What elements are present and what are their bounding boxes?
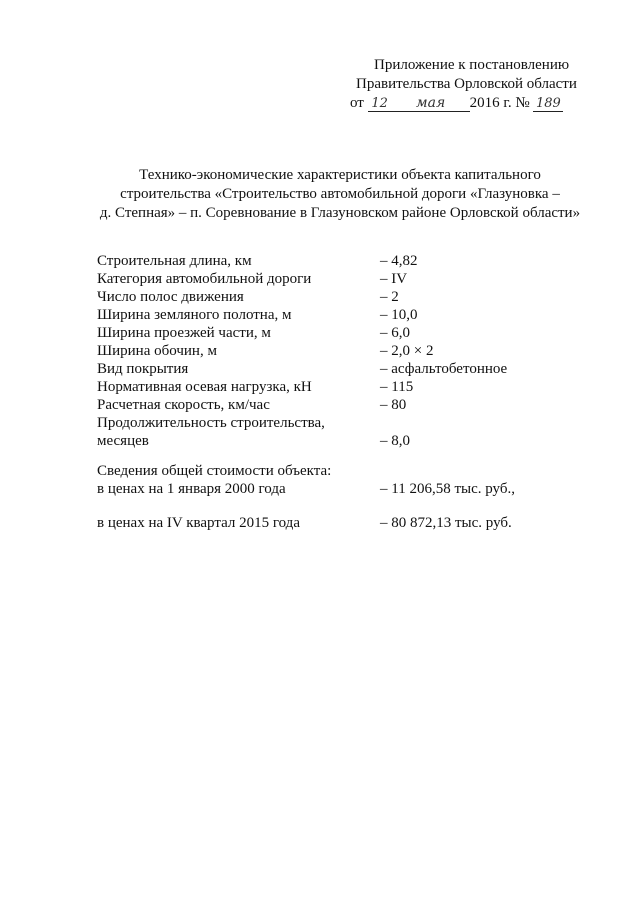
spec-label: Строительная длина, км xyxy=(97,253,252,269)
spec-row xyxy=(97,306,577,324)
spec-label: Ширина обочин, м xyxy=(97,343,217,359)
spec-value: – асфальтобетонное xyxy=(380,361,508,377)
date-year: 2016 г. № xyxy=(469,95,530,111)
spec-value: – 2 xyxy=(380,289,399,305)
specifications-list xyxy=(97,252,577,450)
cost-row xyxy=(97,480,577,498)
spec-value: – IV xyxy=(380,271,408,287)
cost-heading: Сведения общей стоимости объекта: xyxy=(97,463,332,479)
spec-row xyxy=(97,396,577,414)
handwritten-day: 12 xyxy=(368,96,392,112)
handwritten-month: мая xyxy=(392,96,470,112)
cost-label: в ценах на IV квартал 2015 года xyxy=(97,515,300,531)
duration-label-line2: месяцев xyxy=(97,433,149,449)
cost-value: – 11 206,58 тыс. руб., xyxy=(380,481,515,497)
document-title xyxy=(80,166,600,223)
cost-label: в ценах на 1 января 2000 года xyxy=(97,481,286,497)
spec-value: – 2,0 × 2 xyxy=(380,343,434,359)
spec-label: Расчетная скорость, км/час xyxy=(97,397,270,413)
appendix-header xyxy=(340,56,590,113)
date-prefix: от xyxy=(350,95,364,111)
spec-row xyxy=(97,378,577,396)
spec-value: – 6,0 xyxy=(380,325,410,341)
duration-label-line1: Продолжительность строительства, xyxy=(97,415,325,431)
spec-row xyxy=(97,270,577,288)
spec-label: Вид покрытия xyxy=(97,361,189,377)
spec-label: Нормативная осевая нагрузка, кН xyxy=(97,379,312,395)
spec-row xyxy=(97,252,577,270)
spec-label: Число полос движения xyxy=(97,289,244,305)
spec-row xyxy=(97,288,577,306)
spec-row xyxy=(97,342,577,360)
header-line-appendix: Приложение к постановлению xyxy=(374,57,570,73)
cost-row xyxy=(97,514,577,532)
spec-value: – 10,0 xyxy=(380,307,418,323)
title-line-1: Технико-экономические характеристики объекта капитального xyxy=(139,167,541,183)
header-line-government: Правительства Орловской области xyxy=(356,76,577,92)
header-line-date xyxy=(340,94,590,113)
cost-value: – 80 872,13 тыс. руб. xyxy=(380,515,512,531)
title-line-3: д. Степная» – п. Соревнование в Глазуновском районе Орловской области» xyxy=(99,205,581,221)
spec-value: – 115 xyxy=(380,379,414,395)
spec-value: – 80 xyxy=(380,397,407,413)
spec-row xyxy=(97,324,577,342)
handwritten-number: 189 xyxy=(533,96,563,112)
duration-value: – 8,0 xyxy=(380,433,410,449)
spec-value: – 4,82 xyxy=(380,253,418,269)
cost-section xyxy=(97,462,577,532)
spec-label: Категория автомобильной дороги xyxy=(97,271,312,287)
spec-row xyxy=(97,360,577,378)
title-line-2: строительства «Строительство автомобильной дороги «Глазуновка – xyxy=(120,186,560,202)
spec-row-duration xyxy=(97,414,577,450)
spec-label: Ширина проезжей части, м xyxy=(97,325,271,341)
spec-label: Ширина земляного полотна, м xyxy=(97,307,292,323)
